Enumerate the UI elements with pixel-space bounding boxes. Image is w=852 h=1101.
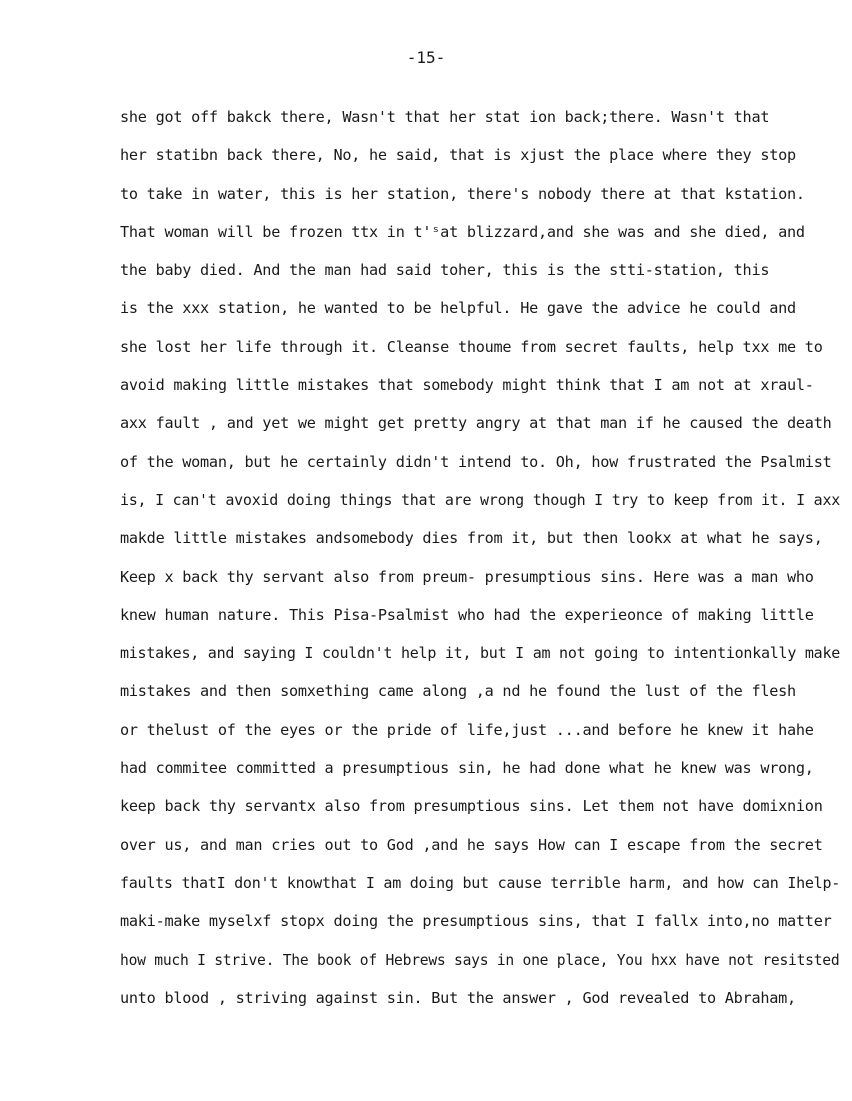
- text-line: unto blood , striving against sin. But the answer , God revealed to Abraham,: [120, 988, 796, 1007]
- text-line: is, I can't avoxid doing things that are wrong though I try to keep from it. I axx: [120, 490, 841, 509]
- text-line: over us, and man cries out to God ,and he says How can I escape from the secret: [120, 835, 823, 854]
- text-line: keep back thy servantx also from presumptious sins. Let them not have domixnion: [120, 797, 823, 816]
- text-line: That woman will be frozen ttx in t'ˢat blizzard,and she was and she died, and: [120, 222, 805, 241]
- text-line: avoid making little mistakes that somebody might think that I am not at xraul-: [120, 376, 814, 395]
- text-line: how much I strive. The book of Hebrews says in one place, You hxx have not resitsted: [120, 951, 840, 969]
- text-line: makde little mistakes andsomebody dies from it, but then lookx at what he says,: [120, 529, 823, 548]
- text-line: she got off bakck there, Wasn't that her stat ion back;there. Wasn't that: [120, 108, 770, 126]
- text-line: her statibn back there, No, he said, that is xjust the place where they stop: [120, 146, 796, 165]
- text-line: mistakes, and saying I couldn't help it, but I am not going to intentionkally make: [120, 644, 841, 663]
- page-number: -15-: [406, 48, 446, 67]
- text-line: faults thatI don't knowthat I am doing but cause terrible harm, and how can Ihelp-: [120, 873, 841, 892]
- text-line: she lost her life through it. Cleanse thoume from secret faults, help txx me to: [120, 337, 823, 356]
- text-line: the baby died. And the man had said toher, this is the stti-station, this: [120, 261, 770, 280]
- text-line: Keep x back thy servant also from preum- presumptious sins. Here was a man who: [120, 567, 814, 586]
- transcript-body: [120, 106, 840, 1025]
- text-line: maki-make myselxf stopx doing the presumptious sins, that I fallx into,no matter: [120, 912, 832, 931]
- text-line: mistakes and then somxething came along ,a nd he found the lust of the flesh: [120, 682, 796, 701]
- text-line: of the woman, but he certainly didn't intend to. Oh, how frustrated the Psalmist: [120, 452, 832, 471]
- text-line: or thelust of the eyes or the pride of life,just ...and before he knew it hahe: [120, 720, 814, 739]
- text-line: had commitee committed a presumptious sin, he had done what he knew was wrong,: [120, 759, 814, 778]
- text-line: is the xxx station, he wanted to be helpful. He gave the advice he could and: [120, 299, 796, 318]
- text-line: knew human nature. This Pisa-Psalmist who had the experieonce of making little: [120, 605, 814, 624]
- text-line: to take in water, this is her station, there's nobody there at that kstation.: [120, 184, 805, 203]
- text-line: axx fault , and yet we might get pretty angry at that man if he caused the death: [120, 414, 832, 433]
